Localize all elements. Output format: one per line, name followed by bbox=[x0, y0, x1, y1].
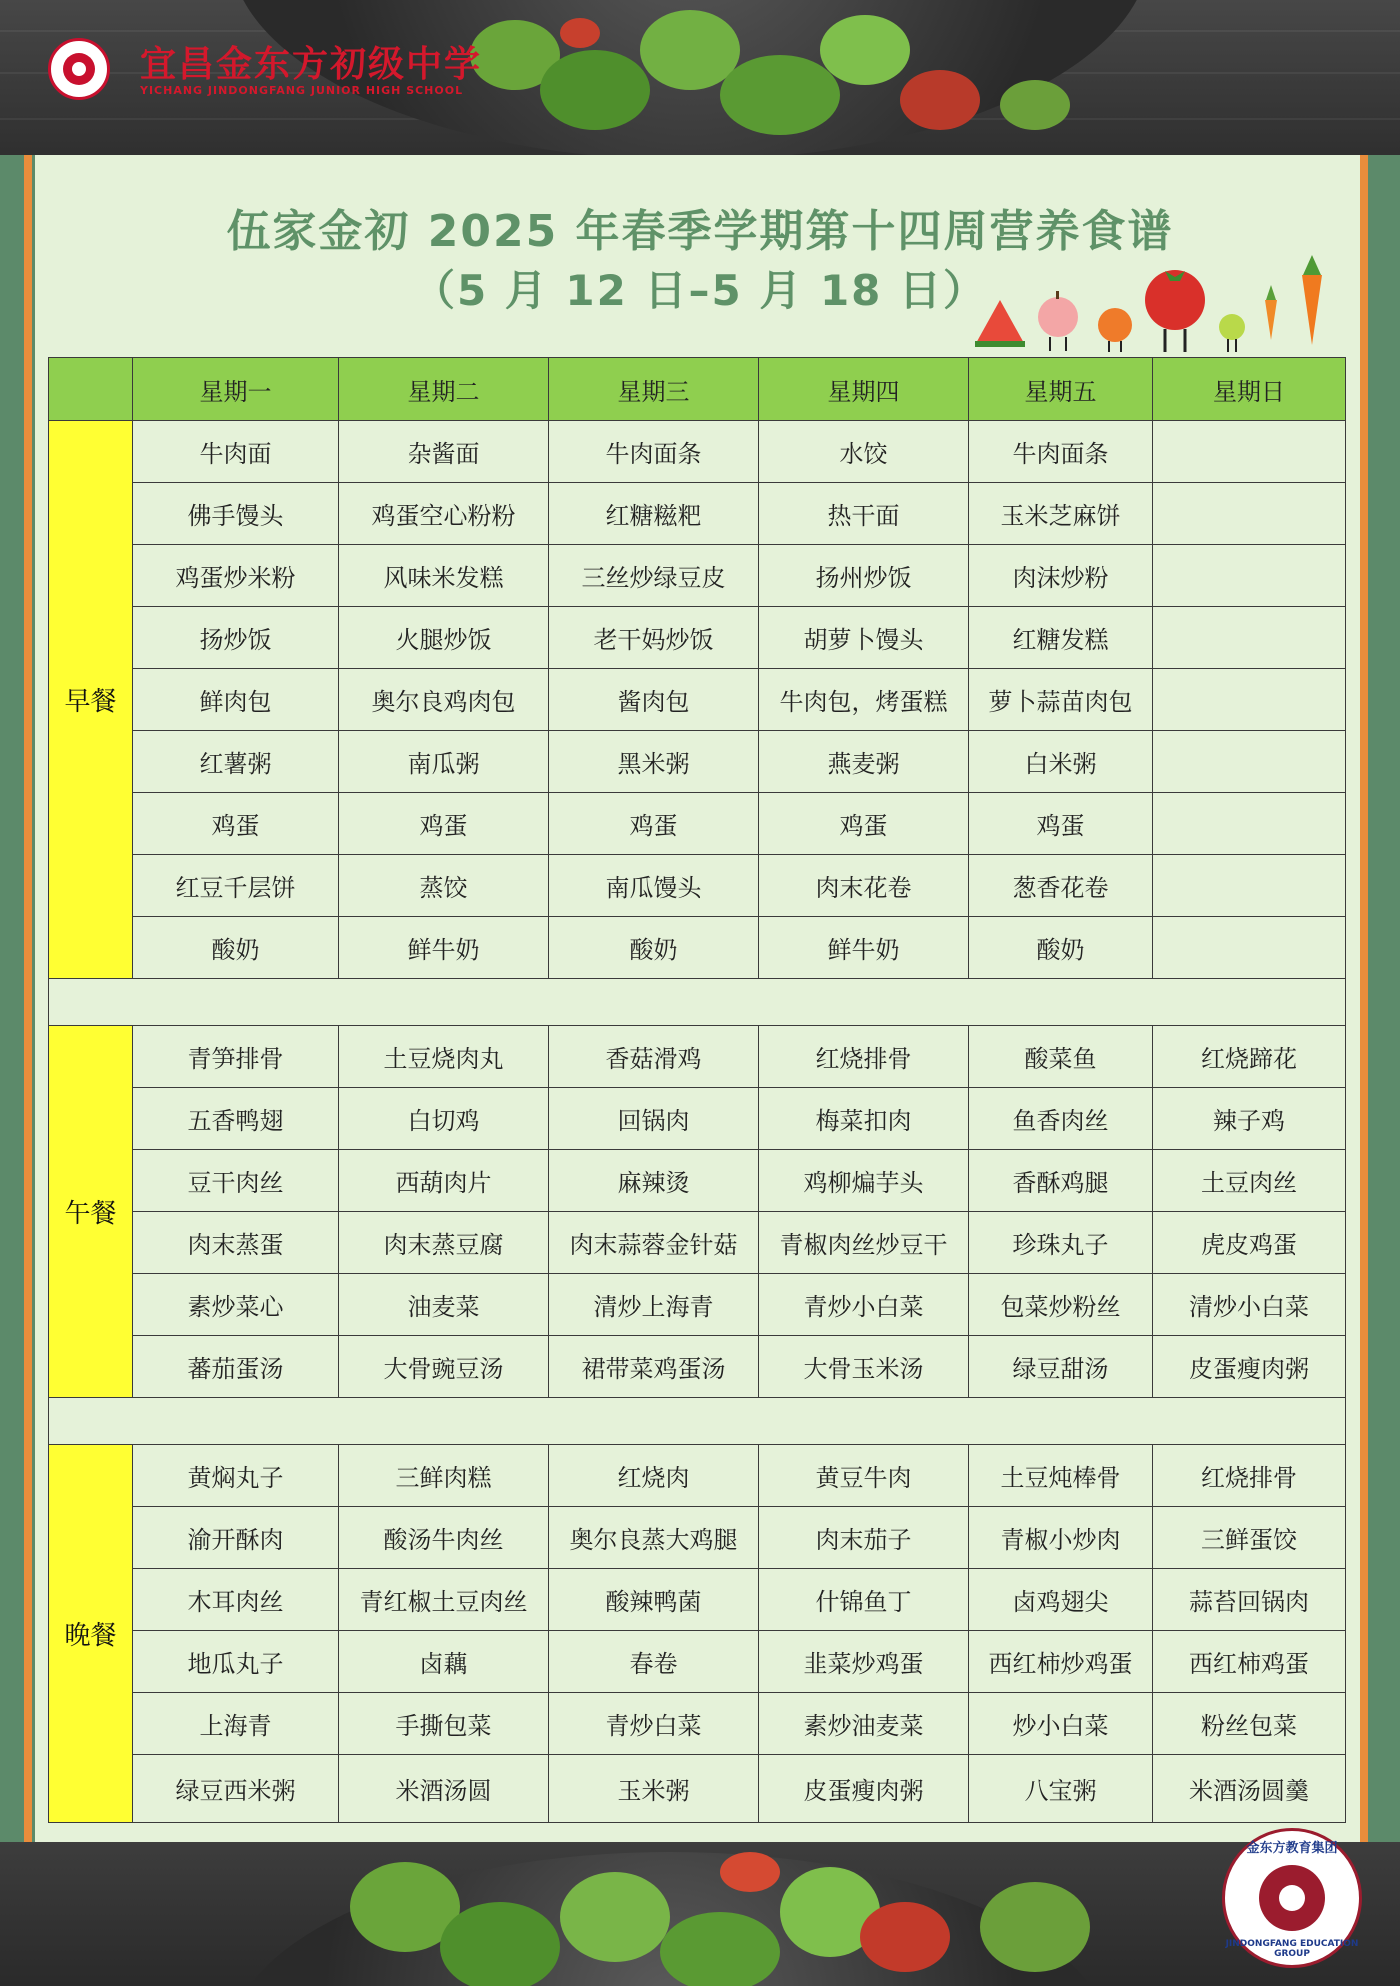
dish-cell bbox=[1153, 855, 1346, 917]
meal-separator-row bbox=[49, 979, 1346, 1026]
dish-cell: 青炒小白菜 bbox=[759, 1274, 969, 1336]
dish-cell: 萝卜蒜苗肉包 bbox=[969, 669, 1153, 731]
table-row bbox=[49, 1507, 1346, 1569]
dish-cell: 豆干肉丝 bbox=[133, 1150, 339, 1212]
dish-cell: 水饺 bbox=[759, 421, 969, 483]
school-name: 宜昌金东方初级中学 bbox=[140, 43, 483, 85]
dish-cell: 红糖糍粑 bbox=[549, 483, 759, 545]
dish-cell: 炒小白菜 bbox=[969, 1693, 1153, 1755]
separator-cell bbox=[49, 979, 1346, 1026]
dish-cell: 绿豆甜汤 bbox=[969, 1336, 1153, 1398]
dish-cell: 肉末蒜蓉金针菇 bbox=[549, 1212, 759, 1274]
header-corner-cell bbox=[49, 358, 133, 421]
dish-cell bbox=[1153, 731, 1346, 793]
dish-cell bbox=[1153, 483, 1346, 545]
dish-cell: 黑米粥 bbox=[549, 731, 759, 793]
dish-cell: 玉米芝麻饼 bbox=[969, 483, 1153, 545]
table-row bbox=[49, 1631, 1346, 1693]
dish-cell: 火腿炒饭 bbox=[339, 607, 549, 669]
table-row bbox=[49, 607, 1346, 669]
dish-cell: 三鲜蛋饺 bbox=[1153, 1507, 1346, 1569]
school-name-english: YICHANG JINDONGFANG JUNIOR HIGH SCHOOL bbox=[140, 84, 464, 97]
dish-cell: 清炒上海青 bbox=[549, 1274, 759, 1336]
table-row bbox=[49, 1274, 1346, 1336]
dish-cell bbox=[1153, 607, 1346, 669]
meal-separator-row bbox=[49, 1398, 1346, 1445]
dish-cell: 黄豆牛肉 bbox=[759, 1445, 969, 1507]
dish-cell: 包菜炒粉丝 bbox=[969, 1274, 1153, 1336]
dish-cell: 牛肉面 bbox=[133, 421, 339, 483]
dish-cell: 玉米粥 bbox=[549, 1755, 759, 1823]
dish-cell: 风味米发糕 bbox=[339, 545, 549, 607]
right-orange-stripe bbox=[1360, 155, 1368, 1845]
dish-cell: 皮蛋瘦肉粥 bbox=[759, 1755, 969, 1823]
dish-cell: 鸡蛋 bbox=[969, 793, 1153, 855]
table-row bbox=[49, 1336, 1346, 1398]
dish-cell: 裙带菜鸡蛋汤 bbox=[549, 1336, 759, 1398]
dish-cell: 扬州炒饭 bbox=[759, 545, 969, 607]
dish-cell: 白切鸡 bbox=[339, 1088, 549, 1150]
dish-cell: 肉末花卷 bbox=[759, 855, 969, 917]
dish-cell: 梅菜扣肉 bbox=[759, 1088, 969, 1150]
dish-cell: 珍珠丸子 bbox=[969, 1212, 1153, 1274]
dish-cell: 红烧肉 bbox=[549, 1445, 759, 1507]
dish-cell: 红豆千层饼 bbox=[133, 855, 339, 917]
dish-cell bbox=[1153, 793, 1346, 855]
dish-cell: 牛肉面条 bbox=[969, 421, 1153, 483]
separator-cell bbox=[49, 1398, 1346, 1445]
dish-cell: 热干面 bbox=[759, 483, 969, 545]
table-row bbox=[49, 1026, 1346, 1088]
header-day: 星期日 bbox=[1153, 358, 1346, 421]
dish-cell: 鲜肉包 bbox=[133, 669, 339, 731]
dish-cell: 上海青 bbox=[133, 1693, 339, 1755]
dish-cell bbox=[1153, 421, 1346, 483]
dish-cell: 牛肉包，烤蛋糕 bbox=[759, 669, 969, 731]
dish-cell: 鲜牛奶 bbox=[759, 917, 969, 979]
dish-cell: 红烧蹄花 bbox=[1153, 1026, 1346, 1088]
table-row bbox=[49, 793, 1346, 855]
table-row bbox=[49, 545, 1346, 607]
dish-cell: 白米粥 bbox=[969, 731, 1153, 793]
dish-cell: 鸡蛋 bbox=[759, 793, 969, 855]
dish-cell: 奥尔良鸡肉包 bbox=[339, 669, 549, 731]
dish-cell: 素炒菜心 bbox=[133, 1274, 339, 1336]
dish-cell: 皮蛋瘦肉粥 bbox=[1153, 1336, 1346, 1398]
dish-cell: 土豆烧肉丸 bbox=[339, 1026, 549, 1088]
dish-cell: 胡萝卜馒头 bbox=[759, 607, 969, 669]
dish-cell: 春卷 bbox=[549, 1631, 759, 1693]
dish-cell: 肉末蒸蛋 bbox=[133, 1212, 339, 1274]
menu-table bbox=[48, 357, 1346, 1823]
dish-cell: 红薯粥 bbox=[133, 731, 339, 793]
dish-cell: 西红柿炒鸡蛋 bbox=[969, 1631, 1153, 1693]
dish-cell: 肉末蒸豆腐 bbox=[339, 1212, 549, 1274]
top-banner bbox=[0, 0, 1400, 158]
fruit-characters-illustration bbox=[970, 255, 1340, 355]
dish-cell: 蒸饺 bbox=[339, 855, 549, 917]
dish-cell bbox=[1153, 669, 1346, 731]
dish-cell: 香酥鸡腿 bbox=[969, 1150, 1153, 1212]
table-row bbox=[49, 421, 1346, 483]
dish-cell: 米酒汤圆羹 bbox=[1153, 1755, 1346, 1823]
dish-cell: 黄焖丸子 bbox=[133, 1445, 339, 1507]
dish-cell: 老干妈炒饭 bbox=[549, 607, 759, 669]
dish-cell: 地瓜丸子 bbox=[133, 1631, 339, 1693]
dish-cell: 渝开酥肉 bbox=[133, 1507, 339, 1569]
meal-label: 晚餐 bbox=[49, 1445, 133, 1823]
dish-cell: 鱼香肉丝 bbox=[969, 1088, 1153, 1150]
header-day: 星期三 bbox=[549, 358, 759, 421]
dish-cell: 回锅肉 bbox=[549, 1088, 759, 1150]
dish-cell: 酸辣鸭菌 bbox=[549, 1569, 759, 1631]
fruit-characters-icon bbox=[970, 255, 1340, 355]
left-orange-stripe bbox=[24, 155, 32, 1845]
header-day: 星期一 bbox=[133, 358, 339, 421]
dish-cell: 卤鸡翅尖 bbox=[969, 1569, 1153, 1631]
dish-cell: 青红椒土豆肉丝 bbox=[339, 1569, 549, 1631]
table-row bbox=[49, 917, 1346, 979]
dish-cell: 清炒小白菜 bbox=[1153, 1274, 1346, 1336]
table-header-row bbox=[49, 358, 1346, 421]
dish-cell: 大骨玉米汤 bbox=[759, 1336, 969, 1398]
group-logo-name-english: JINDONGFANG EDUCATION GROUP bbox=[1225, 1939, 1359, 1959]
table-row bbox=[49, 1693, 1346, 1755]
bottom-banner bbox=[0, 1842, 1400, 1986]
dish-cell: 鲜牛奶 bbox=[339, 917, 549, 979]
dish-cell: 什锦鱼丁 bbox=[759, 1569, 969, 1631]
dish-cell: 韭菜炒鸡蛋 bbox=[759, 1631, 969, 1693]
dish-cell: 青炒白菜 bbox=[549, 1693, 759, 1755]
dish-cell: 油麦菜 bbox=[339, 1274, 549, 1336]
dish-cell: 米酒汤圆 bbox=[339, 1755, 549, 1823]
table-row bbox=[49, 669, 1346, 731]
table-row bbox=[49, 1212, 1346, 1274]
dish-cell: 南瓜粥 bbox=[339, 731, 549, 793]
meal-label: 早餐 bbox=[49, 421, 133, 979]
dish-cell: 辣子鸡 bbox=[1153, 1088, 1346, 1150]
dish-cell: 虎皮鸡蛋 bbox=[1153, 1212, 1346, 1274]
dish-cell: 青椒小炒肉 bbox=[969, 1507, 1153, 1569]
table-row bbox=[49, 1569, 1346, 1631]
dish-cell: 南瓜馒头 bbox=[549, 855, 759, 917]
dish-cell: 青笋排骨 bbox=[133, 1026, 339, 1088]
header-day: 星期二 bbox=[339, 358, 549, 421]
dish-cell: 三鲜肉糕 bbox=[339, 1445, 549, 1507]
dish-cell: 大骨豌豆汤 bbox=[339, 1336, 549, 1398]
dish-cell: 五香鸭翅 bbox=[133, 1088, 339, 1150]
dish-cell: 燕麦粥 bbox=[759, 731, 969, 793]
dish-cell: 蒜苔回锅肉 bbox=[1153, 1569, 1346, 1631]
meal-label: 午餐 bbox=[49, 1026, 133, 1398]
dish-cell: 绿豆西米粥 bbox=[133, 1755, 339, 1823]
dish-cell: 木耳肉丝 bbox=[133, 1569, 339, 1631]
dish-cell: 红烧排骨 bbox=[1153, 1445, 1346, 1507]
dish-cell: 土豆炖棒骨 bbox=[969, 1445, 1153, 1507]
right-side-panel bbox=[1365, 155, 1400, 1845]
dish-cell: 酱肉包 bbox=[549, 669, 759, 731]
dish-cell: 佛手馒头 bbox=[133, 483, 339, 545]
dish-cell: 酸菜鱼 bbox=[969, 1026, 1153, 1088]
dish-cell: 土豆肉丝 bbox=[1153, 1150, 1346, 1212]
dish-cell: 蕃茄蛋汤 bbox=[133, 1336, 339, 1398]
dish-cell: 葱香花卷 bbox=[969, 855, 1153, 917]
header-day: 星期五 bbox=[969, 358, 1153, 421]
dish-cell: 酸奶 bbox=[969, 917, 1153, 979]
dish-cell: 鸡蛋炒米粉 bbox=[133, 545, 339, 607]
table-row bbox=[49, 855, 1346, 917]
dish-cell: 香菇滑鸡 bbox=[549, 1026, 759, 1088]
table-row bbox=[49, 731, 1346, 793]
dish-cell: 红糖发糕 bbox=[969, 607, 1153, 669]
school-logo-icon bbox=[48, 38, 110, 100]
dish-cell: 扬炒饭 bbox=[133, 607, 339, 669]
menu-date-range: （5 月 12 日–5 月 18 日） bbox=[412, 266, 988, 315]
table-row bbox=[49, 1150, 1346, 1212]
dish-cell: 鸡蛋 bbox=[133, 793, 339, 855]
dish-cell: 手撕包菜 bbox=[339, 1693, 549, 1755]
table-row bbox=[49, 1445, 1346, 1507]
menu-title: 伍家金初 2025 年春季学期第十四周营养食谱 bbox=[226, 206, 1174, 257]
table-row bbox=[49, 1755, 1346, 1823]
dish-cell: 肉沫炒粉 bbox=[969, 545, 1153, 607]
education-group-logo-icon bbox=[1222, 1828, 1362, 1968]
dish-cell: 鸡蛋空心粉粉 bbox=[339, 483, 549, 545]
table-row bbox=[49, 1088, 1346, 1150]
dish-cell: 鸡蛋 bbox=[549, 793, 759, 855]
dish-cell: 红烧排骨 bbox=[759, 1026, 969, 1088]
dish-cell: 肉末茄子 bbox=[759, 1507, 969, 1569]
dish-cell: 素炒油麦菜 bbox=[759, 1693, 969, 1755]
dish-cell: 酸汤牛肉丝 bbox=[339, 1507, 549, 1569]
dish-cell: 酸奶 bbox=[133, 917, 339, 979]
dish-cell bbox=[1153, 545, 1346, 607]
dish-cell: 麻辣烫 bbox=[549, 1150, 759, 1212]
dish-cell bbox=[1153, 917, 1346, 979]
dish-cell: 鸡蛋 bbox=[339, 793, 549, 855]
dish-cell: 西葫肉片 bbox=[339, 1150, 549, 1212]
dish-cell: 八宝粥 bbox=[969, 1755, 1153, 1823]
table-row bbox=[49, 483, 1346, 545]
dish-cell: 粉丝包菜 bbox=[1153, 1693, 1346, 1755]
dish-cell: 牛肉面条 bbox=[549, 421, 759, 483]
header-day: 星期四 bbox=[759, 358, 969, 421]
group-logo-name: 金东方教育集团 bbox=[1246, 1841, 1338, 1856]
dish-cell: 青椒肉丝炒豆干 bbox=[759, 1212, 969, 1274]
dish-cell: 卤藕 bbox=[339, 1631, 549, 1693]
dish-cell: 西红柿鸡蛋 bbox=[1153, 1631, 1346, 1693]
dish-cell: 鸡柳煸芋头 bbox=[759, 1150, 969, 1212]
dish-cell: 酸奶 bbox=[549, 917, 759, 979]
dish-cell: 杂酱面 bbox=[339, 421, 549, 483]
dish-cell: 三丝炒绿豆皮 bbox=[549, 545, 759, 607]
dish-cell: 奥尔良蒸大鸡腿 bbox=[549, 1507, 759, 1569]
